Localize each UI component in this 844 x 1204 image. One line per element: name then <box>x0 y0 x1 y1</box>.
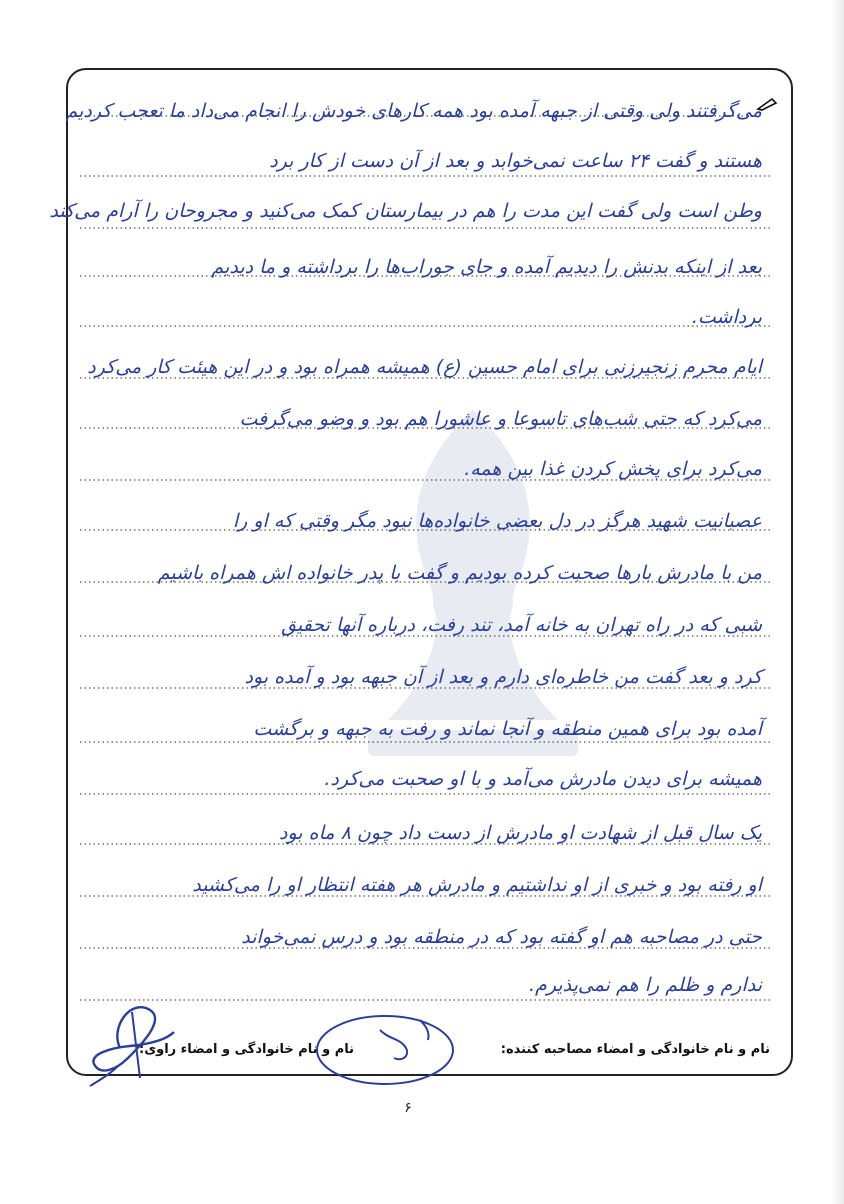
page-number: ۶ <box>404 1100 412 1116</box>
page-edge-shadow <box>830 0 844 1204</box>
handwritten-line: عصبانیت شهید هرگز در دل بعضی خانواده‌ها نبود مگر وقتی که او را <box>232 510 762 532</box>
handwritten-line: می‌کرد برای پخش کردن غذا بین همه. <box>464 458 762 480</box>
handwritten-line: هستند و گفت ۲۴ ساعت نمی‌خوابد و بعد از آن دست از کار برد <box>269 150 762 172</box>
handwritten-line: می‌کرد که حتی شب‌های تاسوعا و عاشورا هم بود و وضو می‌گرفت <box>239 408 762 430</box>
interviewer-signature <box>310 990 460 1100</box>
narrator-signature <box>70 988 190 1098</box>
handwritten-line: برداشت. <box>691 306 762 328</box>
handwritten-line: همیشه برای دیدن مادرش می‌آمد و با او صحبت می‌کرد. <box>324 768 762 790</box>
handwritten-line: کرد و بعد گفت من خاطره‌ای دارم و بعد از آن جبهه بود و آمده بود <box>244 666 762 688</box>
handwritten-line: یک سال قبل از شهادت او مادرش از دست داد چون ۸ ماه بود <box>279 822 762 844</box>
narrator-label: نام و نام خانوادگی و امضاء راوی: <box>139 1042 354 1057</box>
interviewer-label: نام و نام خانوادگی و امضاء مصاحبه کننده: <box>500 1042 770 1057</box>
handwritten-line: حتی در مصاحبه هم او گفته بود که در منطقه بود و درس نمی‌خواند <box>241 926 762 948</box>
handwritten-line: او رفته بود و خبری از او نداشتیم و مادرش هر هفته انتظار او را می‌کشید <box>192 874 762 896</box>
handwritten-line: ایام محرم زنجیرزنی برای امام حسین (ع) همیشه همراه بود و در این هیئت کار می‌کرد <box>87 356 762 378</box>
handwritten-line: بعد از اینکه بدنش را دیدیم آمده و جای جوراب‌ها را برداشته و ما دیدیم <box>211 256 762 278</box>
handwritten-line: وطن است ولی گفت این مدت را هم در بیمارستان کمک می‌کنید و مجروحان را آرام می‌کند <box>49 200 762 222</box>
handwritten-line: من با مادرش بارها صحبت کرده بودیم و گفت با پدر خانواده اش همراه باشیم <box>157 562 762 584</box>
handwritten-line: ندارم و ظلم را هم نمی‌پذیرم. <box>529 974 762 996</box>
handwritten-line: آمده بود برای همین منطقه و آنجا نماند و رفت به جبهه و برگشت <box>253 718 762 740</box>
handwritten-line: شبی که در راه تهران به خانه آمد، تند رفت، درباره آنها تحقیق <box>281 614 762 636</box>
handwritten-line: می‌گرفتند ولی وقتی از جبهه آمده بود همه کارهای خودش را انجام می‌داد ما تعجب کردیم <box>65 100 762 122</box>
interviewer-signature-field <box>501 1038 770 1062</box>
